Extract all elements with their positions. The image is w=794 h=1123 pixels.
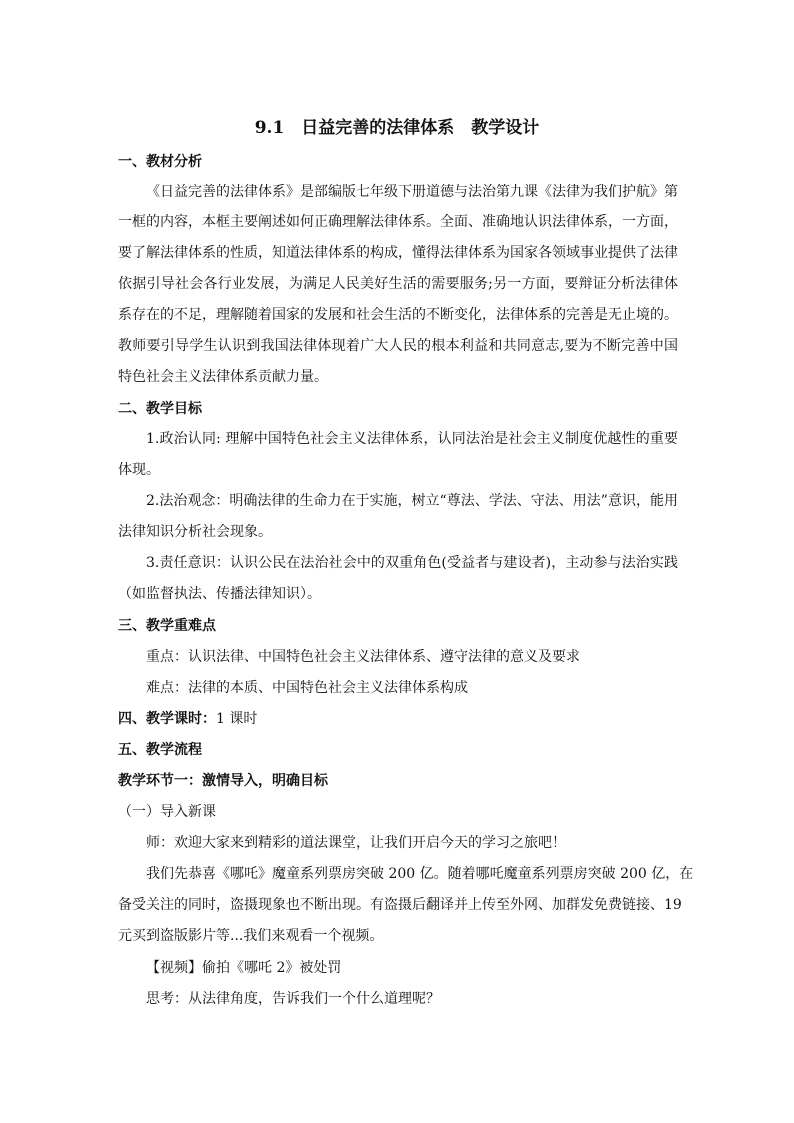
- paragraph-line: 我们先恭喜《哪吒》魔童系列票房突破 200 亿。随着哪吒魔童系列票房突破 200 亿，在: [146, 866, 694, 882]
- video-note: 【视频】偷拍《哪吒 2》被处罚: [146, 960, 342, 976]
- paragraph-line: 教师要引导学生认识到我国法律体现着广大人民的根本利益和共同意志,要为不断完善中国: [118, 338, 678, 354]
- goal-rule-of-law: 2.法治观念：明确法律的生命力在于实施，树立“尊法、学法、守法、用法”意识，能用: [146, 493, 678, 509]
- teaching-stage-1: 教学环节一：激情导入，明确目标: [118, 773, 328, 789]
- section-heading-teaching-goals: 二、教学目标: [118, 401, 202, 417]
- paragraph-line: 一框的内容，本框主要阐述如何正确理解法律体系。全面、准确地认识法律体系，一方面，: [118, 214, 678, 230]
- paragraph-line: 要了解法律体系的性质，知道法律体系的构成，懂得法律体系为国家各领域事业提供了法律: [118, 245, 678, 261]
- teacher-greeting: 师：欢迎大家来到精彩的道法课堂，让我们开启今天的学习之旅吧！: [146, 835, 566, 851]
- paragraph-line: 依据引导社会各行业发展，为满足人民美好生活的需要服务;另一方面，要辩证分析法律体: [118, 276, 678, 292]
- thinking-question: 思考：从法律角度，告诉我们一个什么道理呢？: [146, 991, 440, 1007]
- goal-political-identity-cont: 体现。: [118, 462, 160, 478]
- paragraph-line: 备受关注的同时，盗摄现象也不断出现。有盗摄后翻译并上传至外网、加群发免费链接、19: [118, 897, 682, 913]
- section-heading-teaching-process: 五、教学流程: [118, 742, 202, 758]
- section-heading-textbook-analysis: 一、教材分析: [118, 154, 202, 170]
- paragraph-line: 特色社会主义法律体系贡献力量。: [118, 369, 328, 385]
- section-heading-key-points: 三、教学重难点: [118, 618, 216, 634]
- lesson-hours-value: 1 课时: [216, 711, 258, 727]
- paragraph-line: 元买到盗版影片等...我们来观看一个视频。: [118, 928, 384, 944]
- difficulty-text: 难点：法律的本质、中国特色社会主义法律体系构成: [146, 680, 468, 696]
- key-point-text: 重点：认识法律、中国特色社会主义法律体系、遵守法律的意义及要求: [146, 649, 580, 665]
- section-heading-lesson-hours: 四、教学课时：: [118, 711, 216, 727]
- goal-responsibility: 3.责任意识：认识公民在法治社会中的双重角色(受益者与建设者)，主动参与法治实践: [146, 555, 678, 571]
- goal-political-identity: 1.政治认同: 理解中国特色社会主义法律体系，认同法治是社会主义制度优越性的重要: [146, 431, 678, 447]
- document-title: 9.1 日益完善的法律体系 教学设计: [254, 118, 540, 138]
- lesson-hours-row: [118, 709, 678, 729]
- paragraph-line: 系存在的不足，理解随着国家的发展和社会生活的不断变化，法律体系的完善是无止境的。: [118, 307, 678, 323]
- goal-rule-of-law-cont: 法律知识分析社会现象。: [118, 524, 272, 540]
- subsection-intro: （一）导入新课: [118, 804, 216, 820]
- goal-responsibility-cont: （如监督执法、传播法律知识）。: [118, 586, 321, 602]
- paragraph-line: 《日益完善的法律体系》是部编版七年级下册道德与法治第九课《法律为我们护航》第: [146, 184, 678, 200]
